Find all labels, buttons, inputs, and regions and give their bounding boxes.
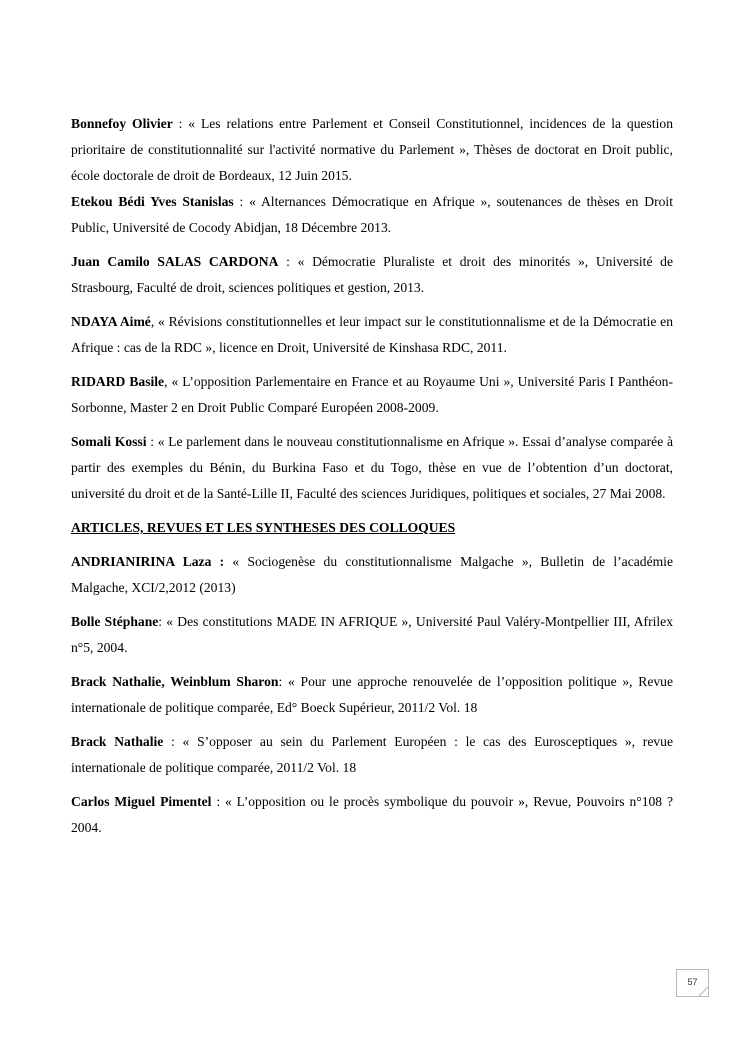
bib-text: : « Le parlement dans le nouveau constitutionnalisme en Afrique ». Essai d’analyse comparée à partir des exemples du Bénin, du Burkina Faso et du Togo, thèse en vue de l’obtention d’un doctorat, université du droit et de la Santé-Lille II, Faculté des sciences Juridiques, politiques et sociales, 27 Mai 2008. (71, 434, 673, 501)
bib-entry (71, 249, 673, 301)
bib-author: Somali Kossi (71, 434, 147, 449)
bibliography (71, 111, 673, 849)
bib-author: RIDARD Basile (71, 374, 165, 389)
bib-entry (71, 549, 673, 601)
page-fold-icon (699, 987, 708, 996)
bib-entry (71, 669, 673, 721)
bib-author: NDAYA Aimé (71, 314, 151, 329)
bib-author: ANDRIANIRINA Laza : (71, 554, 225, 569)
bib-author: Bolle Stéphane (71, 614, 159, 629)
bib-author: Brack Nathalie (71, 734, 164, 749)
bib-text: , « Révisions constitutionnelles et leur impact sur le constitutionnalisme et de la Démocratie en Afrique : cas de la RDC », licence en Droit, Université de Kinshasa RDC, 2011. (71, 314, 673, 355)
bib-text: : « Les relations entre Parlement et Conseil Constitutionnel, incidences de la question prioritaire de constitutionnalité sur l'activité normative du Parlement », Thèses de doctorat en Droit public, école doctorale de droit de Bordeaux, 12 Juin 2015. (71, 116, 673, 183)
bib-entry (71, 189, 673, 241)
bib-entry (71, 429, 673, 507)
bib-author: Etekou Bédi Yves Stanislas (71, 194, 234, 209)
bib-entry (71, 309, 673, 361)
bib-author: Carlos Miguel Pimentel (71, 794, 212, 809)
bib-entry (71, 789, 673, 841)
bib-author: Bonnefoy Olivier (71, 116, 173, 131)
bib-entry (71, 609, 673, 661)
bib-entry (71, 111, 673, 189)
section-heading: ARTICLES, REVUES ET LES SYNTHESES DES COLLOQUES (71, 520, 456, 535)
bib-entry (71, 729, 673, 781)
bib-text: : « Alternances Démocratique en Afrique », soutenances de thèses en Droit Public, Université de Cocody Abidjan, 18 Décembre 2013. (71, 194, 673, 235)
bib-text: , « L’opposition Parlementaire en France et au Royaume Uni », Université Paris I Panthéon-Sorbonne, Master 2 en Droit Public Comparé Européen 2008-2009. (71, 374, 673, 415)
bib-text: : « Pour une approche renouvelée de l’opposition politique », Revue internationale de politique comparée, Ed° Boeck Supérieur, 2011/2 Vol. 18 (71, 674, 674, 715)
bib-text: : « S’opposer au sein du Parlement Européen : le cas des Eurosceptiques », revue internationale de politique comparée, 2011/2 Vol. 18 (71, 734, 673, 775)
bib-text: « Sociogenèse du constitutionnalisme Malgache », Bulletin de l’académie Malgache, XCI/2,2012 (2013) (71, 554, 673, 595)
bib-author: Brack Nathalie, Weinblum Sharon (71, 674, 279, 689)
bib-author: Juan Camilo SALAS CARDONA (71, 254, 279, 269)
bib-text: : « Des constitutions MADE IN AFRIQUE », Université Paul Valéry-Montpellier III, Afrilex n°5, 2004. (71, 614, 673, 655)
bib-entry (71, 369, 673, 421)
bib-text: : « Démocratie Pluraliste et droit des minorités », Université de Strasbourg, Faculté de droit, sciences politiques et gestion, 2013. (71, 254, 674, 295)
bib-text: : « L’opposition ou le procès symbolique du pouvoir », Revue, Pouvoirs n°108 ? 2004. (71, 794, 674, 835)
page-number-box (676, 969, 709, 997)
page-number: 57 (687, 977, 698, 987)
